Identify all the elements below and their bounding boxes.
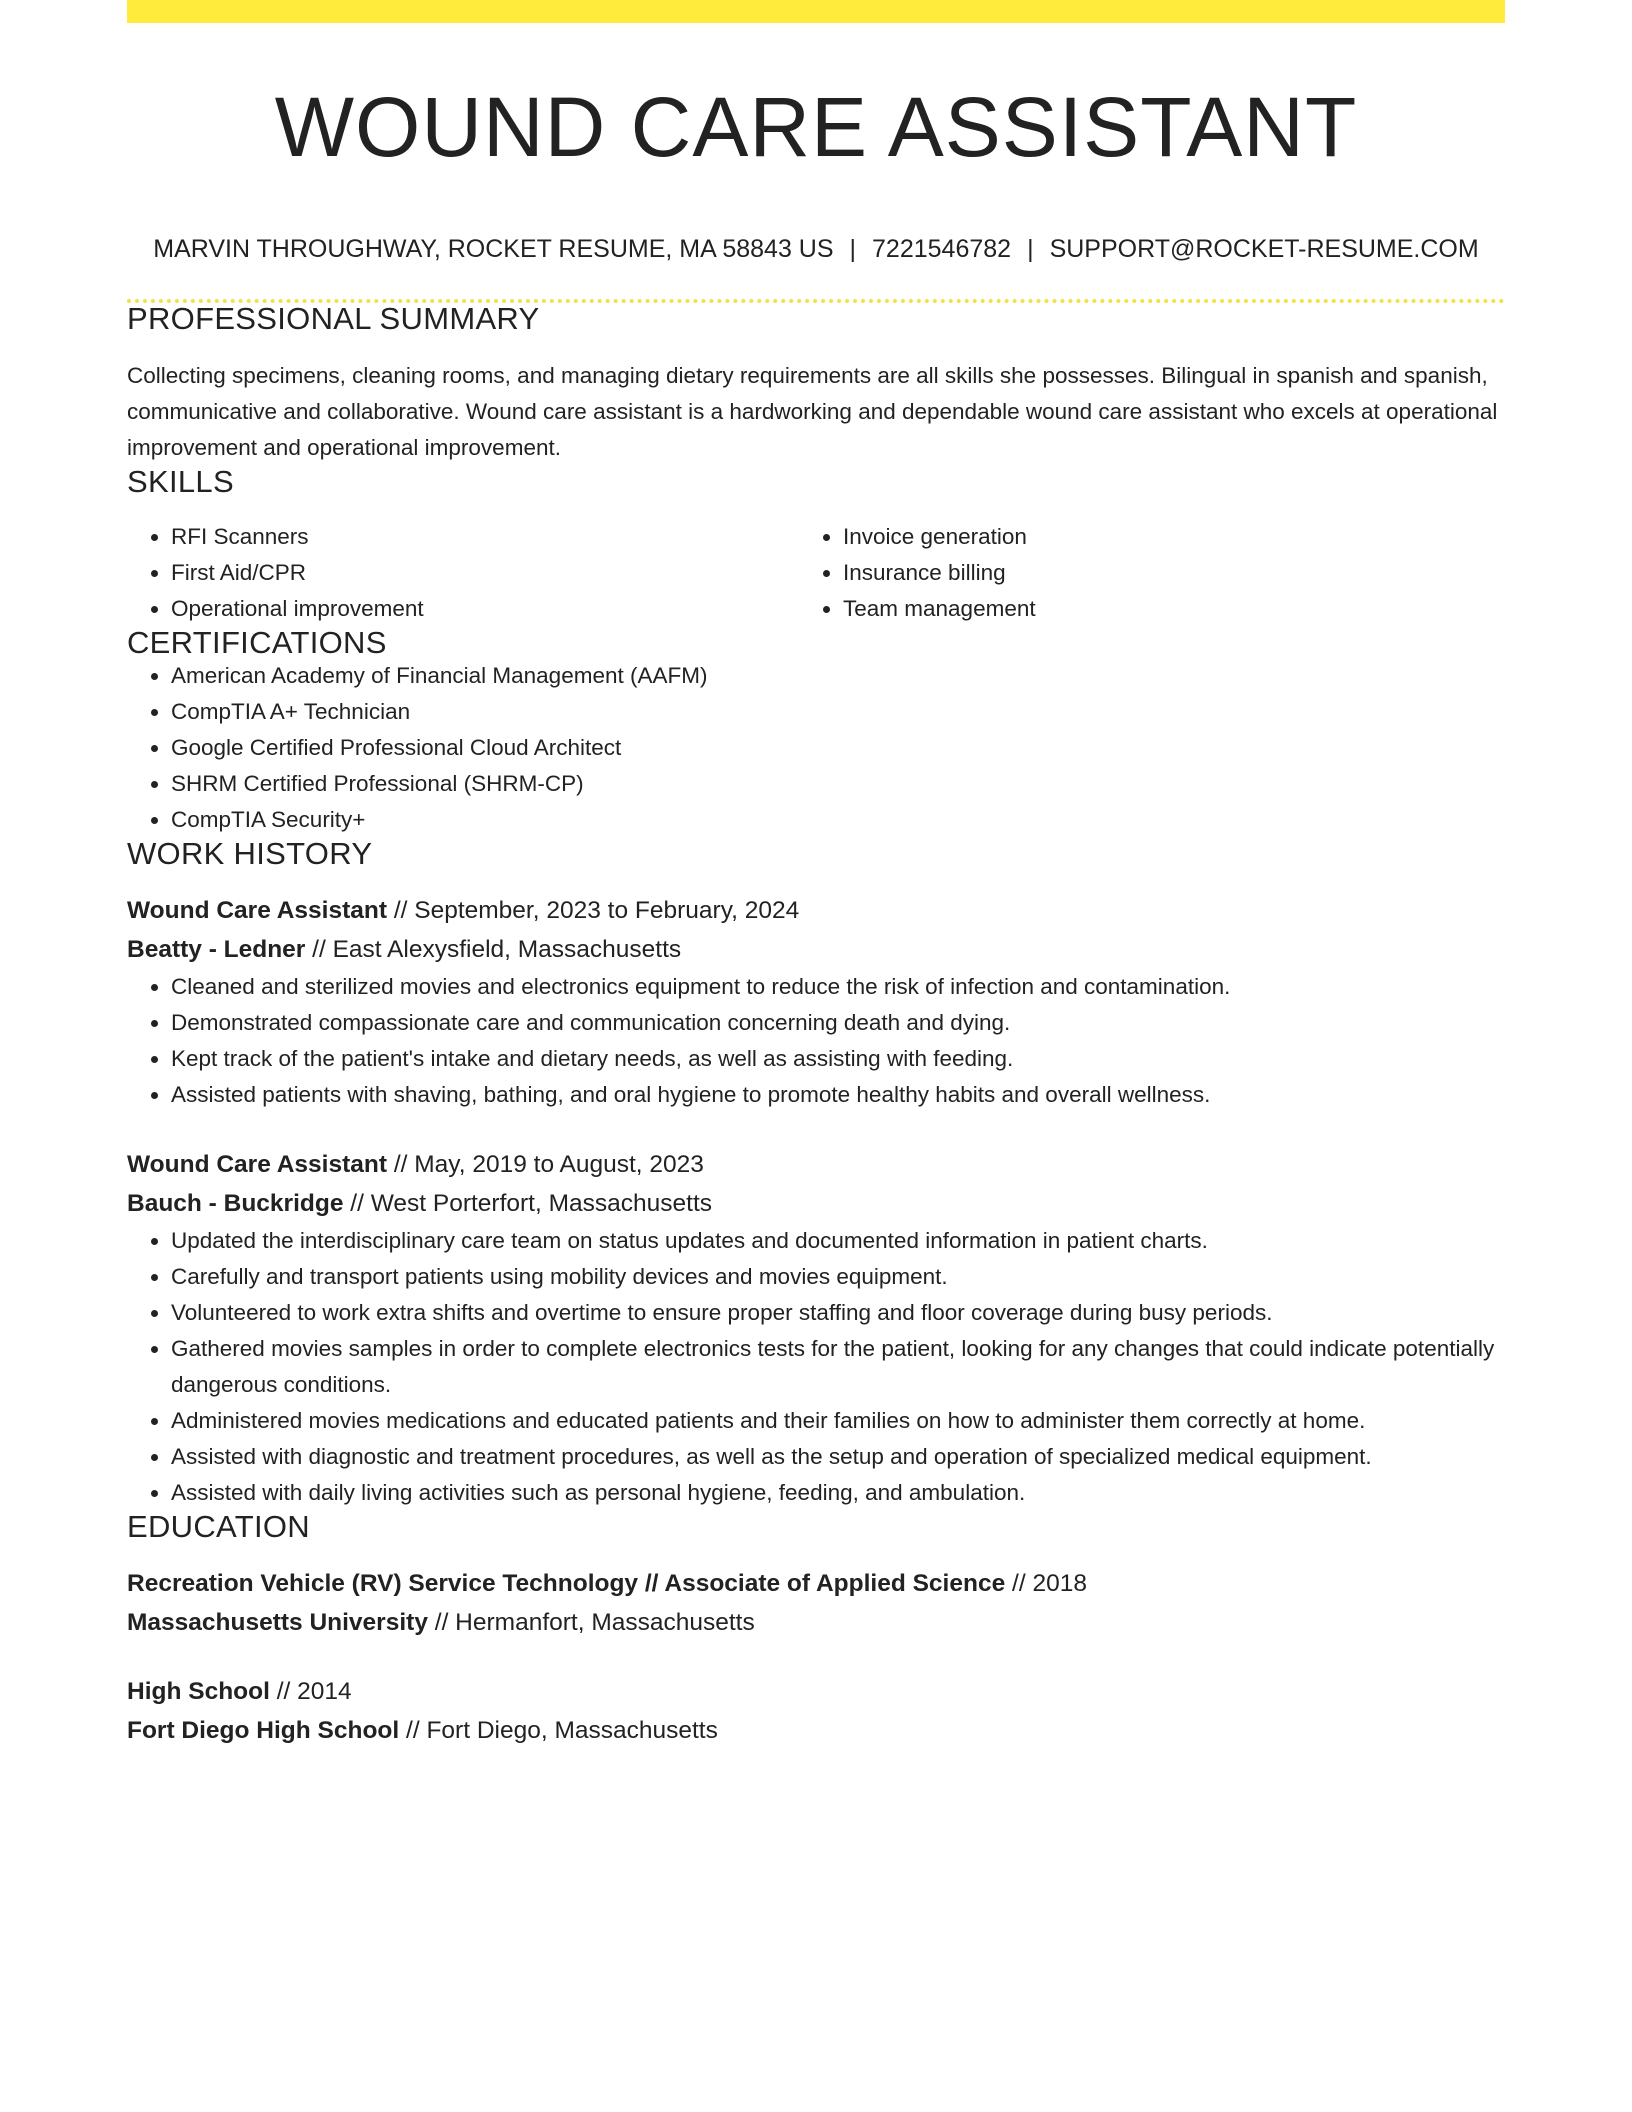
job-bullet: • Updated the interdisciplinary care team on status updates and documented information in patient charts.	[171, 1223, 1505, 1259]
education-degree-line	[127, 1672, 1505, 1711]
education-school: Fort Diego High School	[127, 1717, 400, 1744]
summary-text: Collecting specimens, cleaning rooms, and managing dietary requirements are all skills she possesses. Bilingual in spanish and spanish, communicative and collaborative. Wound care assistant is a hardworking and dependable wound care assistant who excels at operational improvement and operational improvement.	[127, 363, 1498, 460]
education-heading: EDUCATION	[127, 1509, 310, 1544]
candidate-title: WOUND CARE ASSISTANT	[274, 80, 1358, 174]
job-bullet: • Demonstrated compassionate care and communication concerning death and dying.	[171, 1005, 1505, 1041]
education-entry	[127, 1672, 1505, 1750]
skills-column-left	[127, 519, 799, 627]
contact-email[interactable]: SUPPORT@ROCKET-RESUME.COM	[1049, 235, 1479, 263]
job-company-line	[127, 1184, 1505, 1223]
job-role-line	[127, 891, 1505, 930]
education-degree-line	[127, 1564, 1505, 1603]
job-bullet: • Kept track of the patient's intake and dietary needs, as well as assisting with feeding.	[171, 1041, 1505, 1077]
job-role: Wound Care Assistant	[127, 897, 388, 924]
education-school-line	[127, 1603, 1505, 1642]
certification-item: • American Academy of Financial Management (AAFM)	[171, 658, 1505, 694]
job-location: // West Porterfort, Massachusetts	[350, 1190, 713, 1217]
job-entry	[127, 1145, 1505, 1511]
certification-item: • CompTIA A+ Technician	[171, 694, 1505, 730]
education-degree: Recreation Vehicle (RV) Service Technology // Associate of Applied Science	[127, 1570, 1006, 1597]
job-company: Beatty - Ledner	[127, 936, 306, 963]
contact-address: MARVIN THROUGHWAY, ROCKET RESUME, MA 58843 US	[153, 235, 834, 263]
job-company-line	[127, 930, 1505, 969]
education-location: // Fort Diego, Massachusetts	[406, 1717, 718, 1744]
skills-heading: SKILLS	[127, 464, 234, 499]
skill-item: • First Aid/CPR	[171, 555, 799, 591]
job-bullet: • Cleaned and sterilized movies and electronics equipment to reduce the risk of infection and contamination.	[171, 969, 1505, 1005]
skill-item: • Team management	[843, 591, 1471, 627]
job-dates: // May, 2019 to August, 2023	[393, 1151, 704, 1178]
job-bullet: • Volunteered to work extra shifts and overtime to ensure proper staffing and floor coverage during busy periods.	[171, 1295, 1505, 1331]
job-bullets	[127, 1223, 1505, 1511]
skills-list	[127, 519, 1505, 627]
education-degree: High School	[127, 1678, 270, 1705]
job-bullet: • Carefully and transport patients using mobility devices and movies equipment.	[171, 1259, 1505, 1295]
job-bullet: • Assisted with diagnostic and treatment procedures, as well as the setup and operation of specialized medical equipment.	[171, 1439, 1505, 1475]
job-role-line	[127, 1145, 1505, 1184]
summary-heading: PROFESSIONAL SUMMARY	[127, 301, 540, 336]
certifications-list	[127, 658, 1505, 838]
education-school-line	[127, 1711, 1505, 1750]
work-history-heading: WORK HISTORY	[127, 836, 373, 871]
skill-item: • Insurance billing	[843, 555, 1471, 591]
job-role: Wound Care Assistant	[127, 1151, 388, 1178]
education-location: // Hermanfort, Massachusetts	[434, 1609, 755, 1636]
job-entry	[127, 891, 1505, 1113]
job-bullet: • Assisted with daily living activities such as personal hygiene, feeding, and ambulation.	[171, 1475, 1505, 1511]
job-location: // East Alexysfield, Massachusetts	[312, 936, 682, 963]
contact-line	[127, 237, 1505, 262]
certifications-heading: CERTIFICATIONS	[127, 625, 387, 660]
certification-item: • CompTIA Security+	[171, 802, 1505, 838]
job-bullets	[127, 969, 1505, 1113]
education-year: // 2018	[1012, 1570, 1087, 1597]
job-dates: // September, 2023 to February, 2024	[393, 897, 800, 924]
skill-item: • Invoice generation	[843, 519, 1471, 555]
job-bullet: • Assisted patients with shaving, bathing, and oral hygiene to promote healthy habits and overall wellness.	[171, 1077, 1505, 1113]
education-school: Massachusetts University	[127, 1609, 428, 1636]
job-bullet: • Administered movies medications and educated patients and their families on how to administer them correctly at home.	[171, 1403, 1505, 1439]
contact-phone[interactable]: 7221546782	[872, 235, 1012, 263]
skill-item: • Operational improvement	[171, 591, 799, 627]
education-entry	[127, 1564, 1505, 1642]
skills-column-right	[799, 519, 1471, 627]
contact-separator: |	[849, 235, 857, 263]
certification-item: • Google Certified Professional Cloud Architect	[171, 730, 1505, 766]
skill-item: • RFI Scanners	[171, 519, 799, 555]
education-year: // 2014	[276, 1678, 352, 1705]
contact-separator: |	[1027, 235, 1034, 263]
top-accent-bar	[127, 0, 1505, 23]
job-company: Bauch - Buckridge	[127, 1190, 344, 1217]
job-bullet: • Gathered movies samples in order to complete electronics tests for the patient, looking for any changes that could indicate potentially dangerous conditions.	[171, 1331, 1505, 1403]
certification-item: • SHRM Certified Professional (SHRM-CP)	[171, 766, 1505, 802]
